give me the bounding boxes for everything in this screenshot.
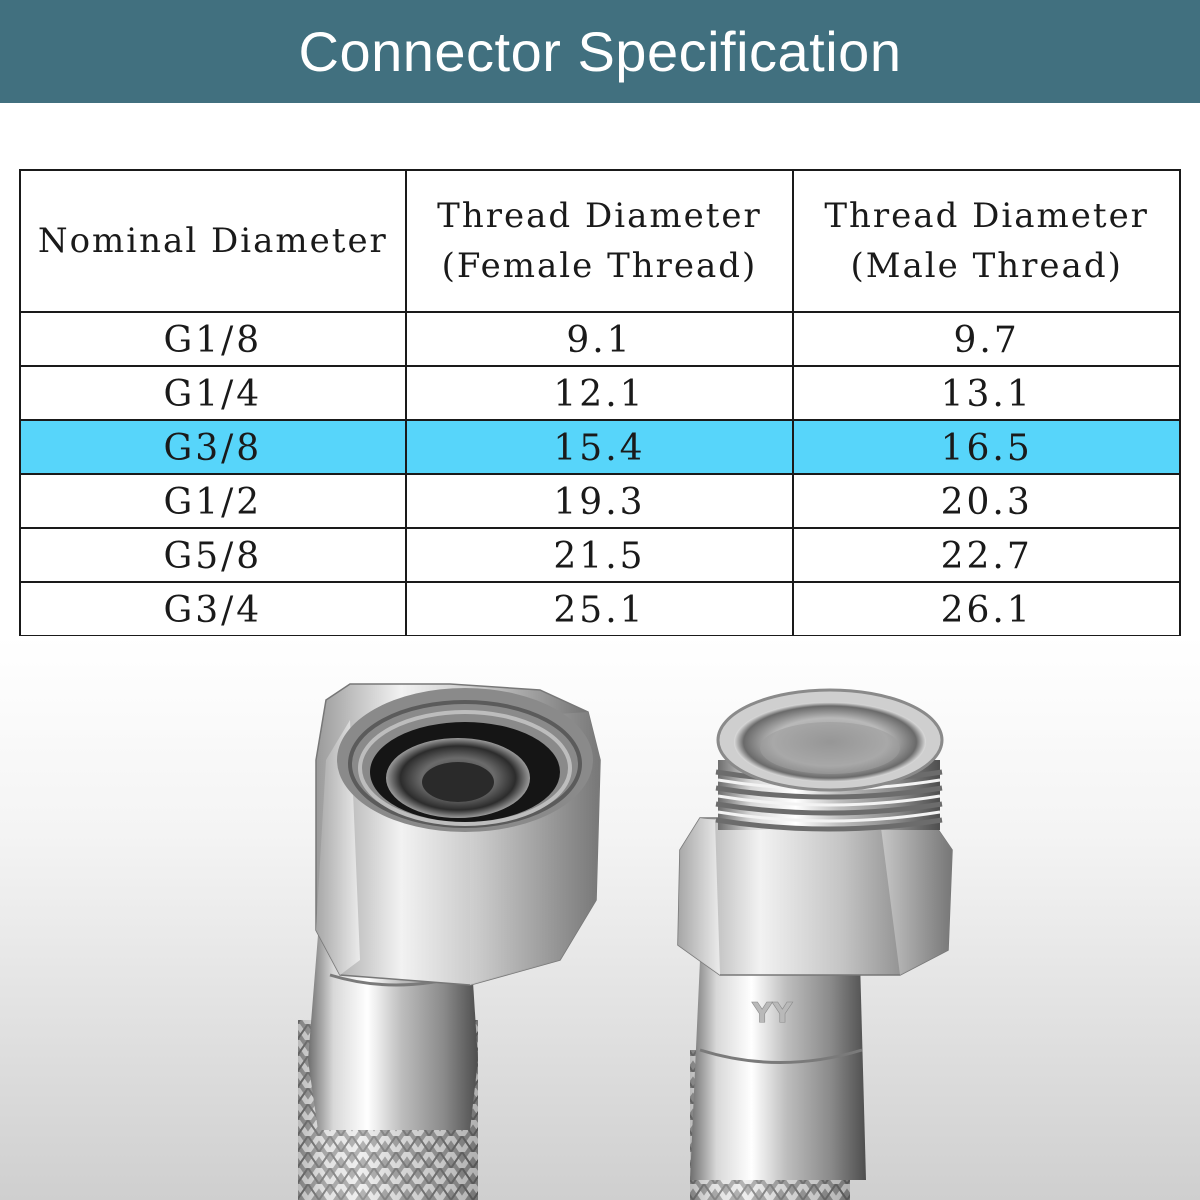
cell-male: 20.3	[793, 474, 1180, 528]
cell-male: 26.1	[793, 582, 1180, 636]
cell-female: 9.1	[406, 312, 794, 366]
cell-female: 15.4	[406, 420, 794, 474]
photo-background	[0, 636, 1200, 1200]
header-female-line2: (Female Thread)	[441, 246, 758, 286]
yy-stamp: YY	[752, 996, 793, 1029]
cell-female: 21.5	[406, 528, 794, 582]
header-nominal-label: Nominal Diameter	[37, 221, 388, 261]
cell-nominal: G1/4	[20, 366, 406, 420]
spec-table	[19, 169, 1181, 637]
header-female-line1: Thread Diameter	[437, 196, 762, 236]
cell-male: 22.7	[793, 528, 1180, 582]
cell-nominal: G1/8	[20, 312, 406, 366]
table-row-highlighted	[20, 420, 1180, 474]
page-title: Connector Specification	[298, 20, 902, 83]
header-banner	[0, 0, 1200, 103]
header-female-thread	[406, 170, 794, 312]
cell-nominal: G5/8	[20, 528, 406, 582]
cell-male: 13.1	[793, 366, 1180, 420]
cell-nominal: G1/2	[20, 474, 406, 528]
table-row	[20, 474, 1180, 528]
cell-male: 9.7	[793, 312, 1180, 366]
header-male-line1: Thread Diameter	[824, 196, 1149, 236]
cell-nominal: G3/8	[20, 420, 406, 474]
table-row	[20, 582, 1180, 636]
cell-female: 12.1	[406, 366, 794, 420]
table-row	[20, 528, 1180, 582]
cell-male: 16.5	[793, 420, 1180, 474]
header-male-line2: (Male Thread)	[850, 246, 1123, 286]
cell-female: 25.1	[406, 582, 794, 636]
ferrule-right	[690, 960, 866, 1180]
cell-nominal: G3/4	[20, 582, 406, 636]
table-row	[20, 312, 1180, 366]
header-male-thread	[793, 170, 1180, 312]
table-header-row	[20, 170, 1180, 312]
header-nominal-diameter	[20, 170, 406, 312]
cell-female: 19.3	[406, 474, 794, 528]
hose-connectors-photo	[0, 636, 1200, 1200]
table-row	[20, 366, 1180, 420]
